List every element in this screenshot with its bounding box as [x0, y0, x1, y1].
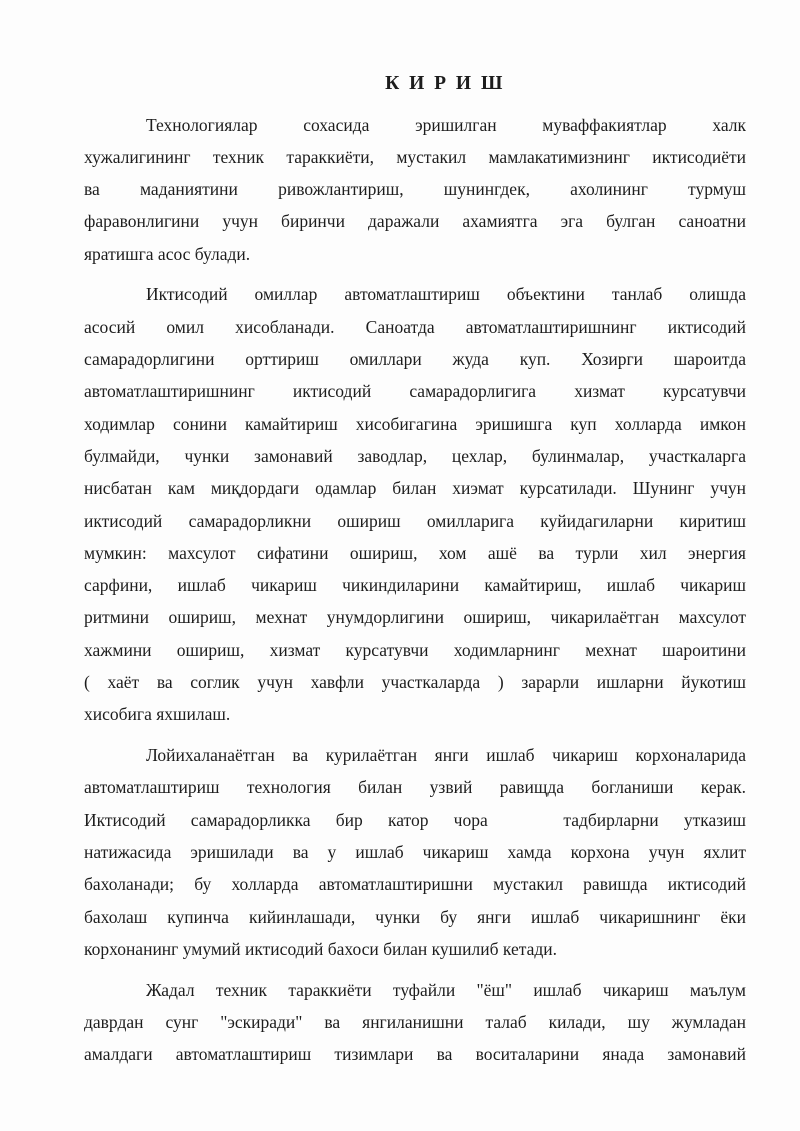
- text-line: асосий омил хисобланади. Саноатда автоматлаштиришнинг иктисодий: [84, 316, 746, 337]
- text-line: даврдан сунг "эскиради" ва янгиланишни талаб килади, шу жумладан: [84, 1012, 746, 1033]
- text-line: автоматлаштиришнинг иктисодий самарадорлигига хизмат курсатувчи: [84, 381, 746, 402]
- text-line: Иктисодий самарадорликка бир катор чора тадбирларни утказиш: [84, 809, 746, 830]
- text-line: самарадорлигини орттириш омиллари жуда куп. Хозирги шароитда: [84, 349, 746, 370]
- text-line: сарфини, ишлаб чикариш чикиндиларини камайтириш, ишлаб чикариш: [84, 575, 746, 596]
- document-title: К И Р И Ш: [385, 73, 505, 94]
- text-line: Жадал техник тараккиёти туфайли "ёш" ишлаб чикариш маълум: [146, 979, 746, 1000]
- text-line: бахоланади; бу холларда автоматлаштиришни мустакил равишда иктисодий: [84, 874, 746, 895]
- text-line: Лойихаланаётган ва курилаётган янги ишлаб чикариш корхоналарида: [146, 745, 746, 766]
- text-line: булмайди, чунки замонавий заводлар, цехлар, булинмалар, участкаларга: [84, 445, 746, 466]
- text-line: яратишга асос булади.: [84, 243, 251, 264]
- text-line: хажмини ошириш, хизмат курсатувчи ходимларнинг мехнат шароитини: [84, 639, 746, 660]
- paragraph: [84, 974, 746, 1071]
- document-content: [84, 68, 746, 1071]
- text-line: иктисодий самарадорликни ошириш омилларига куйидагиларни киритиш: [84, 510, 746, 531]
- paragraph: [84, 278, 746, 730]
- text-line: автоматлаштириш технология билан узвий равищда богланиши керак.: [84, 777, 746, 798]
- text-line: нисбатан кам миқдордаги одамлар билан хиэмат курсатилади. Шунинг учун: [84, 478, 746, 499]
- text-line: корхонанинг умумий иктисодий бахоси билан кушилиб кетади.: [84, 938, 557, 959]
- text-line: фаравонлигини учун биринчи даражали ахамиятга эга булган саноатни: [84, 211, 746, 232]
- text-line: ритмини ошириш, мехнат унумдорлигини ошириш, чикарилаётган махсулот: [84, 607, 746, 628]
- text-line: хисобига яхшилаш.: [84, 704, 231, 725]
- text-line: Иктисодий омиллар автоматлаштириш объектини танлаб олишда: [146, 284, 746, 305]
- text-line: Технологиялар сохасида эришилган муваффакиятлар халк: [146, 114, 746, 135]
- text-line: амалдаги автоматлаштириш тизимлари ва воситаларини янада замонавий: [84, 1044, 746, 1065]
- text-line: бахолаш купинча кийинлашади, чунки бу янги ишлаб чикаришнинг ёки: [84, 906, 746, 927]
- text-line: ( хаёт ва соглик учун хавфли участкаларда ) зарарли ишларни йукотиш: [84, 672, 746, 693]
- text-line: ва маданиятини ривожлантириш, шунингдек, ахолининг турмуш: [84, 179, 746, 200]
- text-line: хужалигининг техник тараккиёти, мустакил мамлакатимизнинг иктисодиёти: [84, 146, 746, 167]
- paragraph: [84, 739, 746, 965]
- text-line: мумкин: махсулот сифатини ошириш, хом ашё ва турли хил энергия: [84, 542, 746, 563]
- paragraph: [84, 109, 746, 270]
- text-line: ходимлар сонини камайтириш хисобигагина эришишга куп холларда имкон: [84, 413, 746, 434]
- text-line: натижасида эришилади ва у ишлаб чикариш хамда корхона учун яхлит: [84, 842, 746, 863]
